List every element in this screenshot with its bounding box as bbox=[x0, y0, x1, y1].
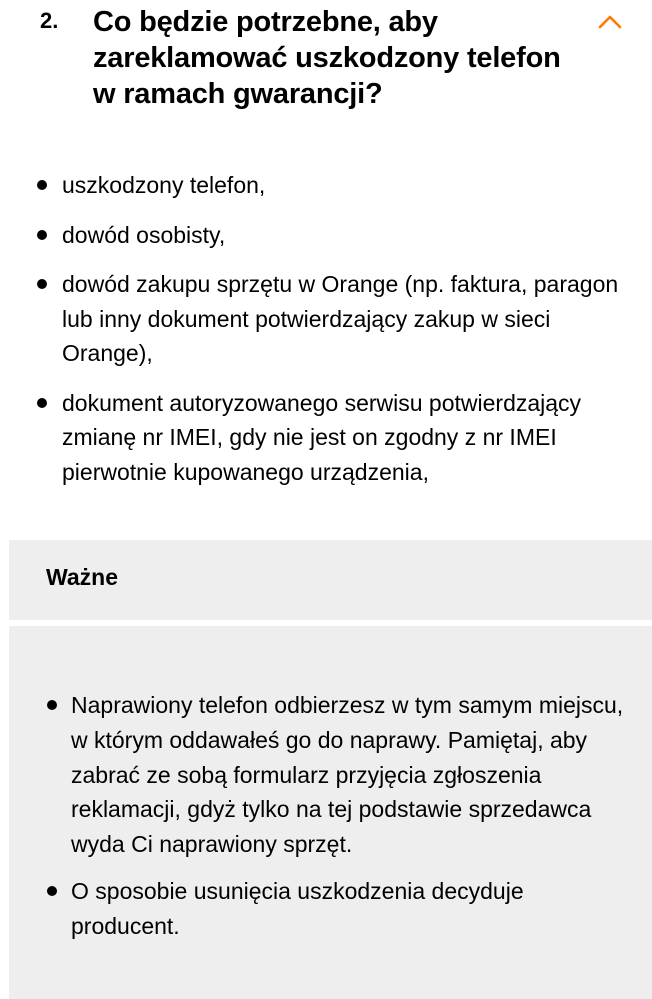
list-item bbox=[0, 267, 652, 371]
bullet-icon bbox=[37, 279, 47, 289]
list-item bbox=[9, 688, 652, 862]
important-content bbox=[9, 626, 652, 999]
faq-question-header[interactable] bbox=[0, 0, 652, 130]
bullet-icon bbox=[37, 230, 47, 240]
faq-title: Co będzie potrzebne, aby zareklamować uszkodzony telefon w ramach gwarancji? bbox=[93, 6, 561, 110]
bullet-icon bbox=[37, 180, 47, 190]
important-list bbox=[9, 688, 652, 956]
list-item-text: O sposobie usunięcia uszkodzenia decyduje producent. bbox=[71, 877, 524, 939]
bullet-icon bbox=[47, 886, 57, 896]
list-item bbox=[0, 168, 652, 203]
list-item-text: uszkodzony telefon, bbox=[62, 172, 266, 198]
faq-answer-list bbox=[0, 168, 652, 504]
list-item-text: Naprawiony telefon odbierzesz w tym samym miejscu, w którym oddawałeś go do naprawy. Pamiętaj, aby zabrać ze sobą formularz przyjęcia zgłoszenia reklamacji, gdyż tylko na tej podstawie sprzedawca wyda Ci naprawiony sprzęt. bbox=[71, 692, 624, 858]
bullet-icon bbox=[37, 398, 47, 408]
list-item-text: dowód osobisty, bbox=[62, 221, 226, 248]
important-header bbox=[9, 540, 652, 620]
important-label: Ważne bbox=[46, 564, 118, 590]
faq-number: 2. bbox=[40, 8, 59, 33]
list-item bbox=[0, 386, 652, 490]
chevron-up-icon[interactable] bbox=[596, 10, 624, 34]
list-item bbox=[9, 874, 652, 944]
list-item-text: dokument autoryzowanego serwisu potwierdzający zmianę nr IMEI, gdy nie jest on zgodny z nr IMEI pierwotnie kupowanego urządzenia, bbox=[62, 389, 582, 485]
list-item-text: dowód zakupu sprzętu w Orange (np. faktura, paragon lub inny dokument potwierdzający zakup w sieci Orange), bbox=[62, 271, 619, 366]
bullet-icon bbox=[47, 700, 57, 710]
list-item bbox=[0, 218, 652, 253]
